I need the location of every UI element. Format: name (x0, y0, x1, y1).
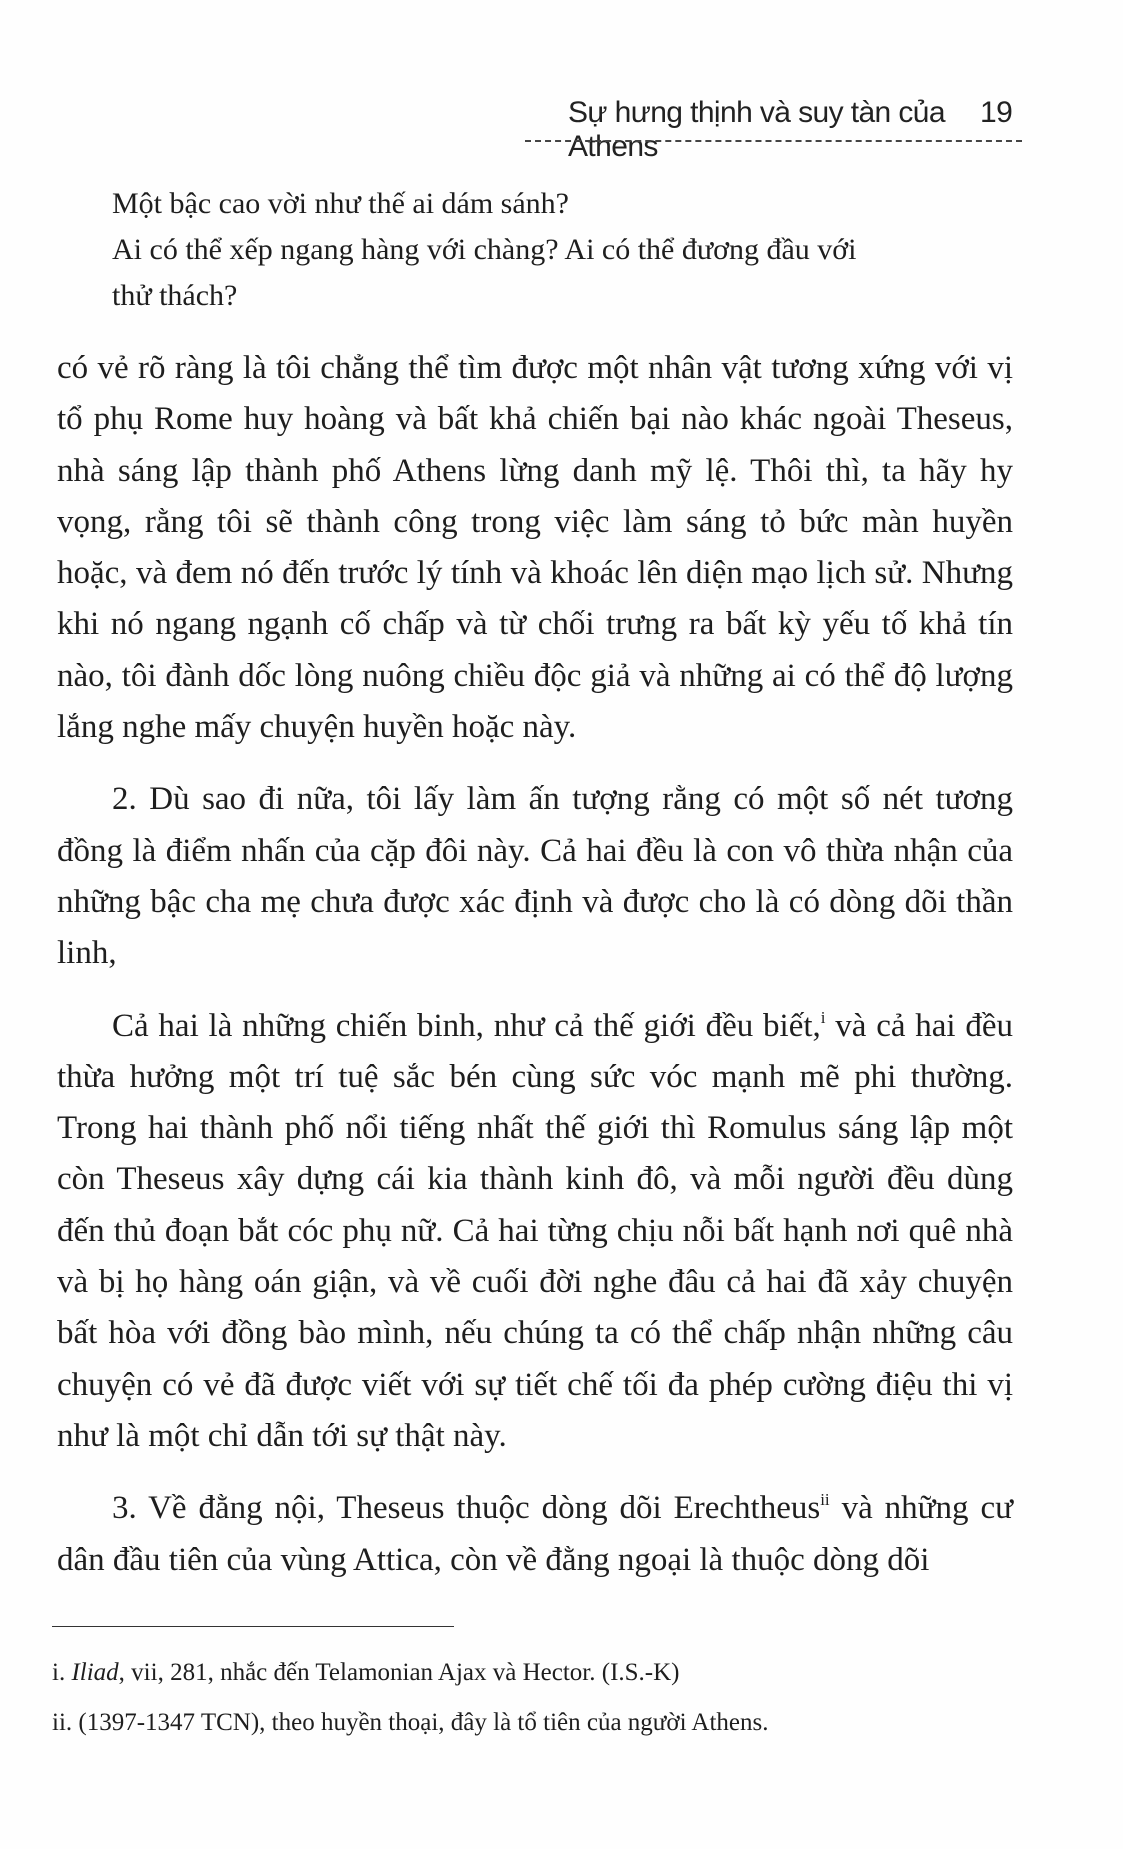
body-text (57, 343, 1013, 1586)
paragraph-2: 2. Dù sao đi nữa, tôi lấy làm ấn tượng rằng có một số nét tương đồng là điểm nhấn của cặp đôi này. Cả hai đều là con vô thừa nhận của những bậc cha mẹ chưa được xác định và được cho là có dòng dõi thần linh, (57, 781, 1013, 972)
footnote-1-marker: i. (52, 1659, 72, 1686)
verse-text-1: Một bậc cao vời như thế ai dám sánh? (112, 187, 569, 220)
footnote-2: ii. (1397-1347 TCN), theo huyền thoại, đây là tổ tiên của người Athens. (52, 1709, 769, 1736)
paragraph-1: có vẻ rõ ràng là tôi chẳng thể tìm được một nhân vật tương xứng với vị tổ phụ Rome huy hoàng và bất khả chiến bại nào khác ngoài Theseus, nhà sáng lập thành phố Athens lừng danh mỹ lệ. Thôi thì, ta hãy hy vọng, rằng tôi sẽ thành công trong việc làm sáng tỏ bức màn huyền hoặc, và đem nó đến trước lý tính và khoác lên diện mạo lịch sử. Nhưng khi nó ngang ngạnh cố chấp và từ chối trưng ra bất kỳ yếu tố khả tín nào, tôi đành dốc lòng nuông chiều độc giả và những ai có thể độ lượng lắng nghe mấy chuyện huyền hoặc này. (57, 350, 1013, 746)
verse-line-3 (112, 273, 1012, 319)
paragraph-4-lead: 3. Về đằng nội, Theseus thuộc dòng dõi Erechtheus (112, 1490, 821, 1527)
footnotes (52, 1648, 1012, 1748)
footnote-1 (52, 1648, 1012, 1698)
header-dashed-rule (525, 140, 1022, 142)
footnote-rule (52, 1626, 454, 1627)
footnote-1-work-title: Iliad (71, 1659, 119, 1686)
paragraph-3 (57, 1001, 1013, 1463)
paragraph-3-rest: và cả hai đều thừa hưởng một trí tuệ sắc bén cùng sức vóc mạnh mẽ phi thường. Trong hai thành phố nổi tiếng nhất thế giới thì Romulus sáng lập một còn Theseus xây dựng cái kia thành kinh đô, và mỗi người đều dùng đến thủ đoạn bắt cóc phụ nữ. Cả hai từng chịu nỗi bất hạnh nơi quê nhà và bị họ hàng oán giận, và về cuối đời nghe đâu cả hai đã xảy chuyện bất hòa với đồng bào mình, nếu chúng ta có thể chấp nhận những câu chuyện có vẻ đã được viết với sự tiết chế tối đa phép cường điệu thi vị như là một chỉ dẫn tới sự thật này. (57, 1007, 1014, 1454)
verse-line-2 (112, 227, 1012, 273)
footnote-ref-i: i (820, 1007, 826, 1027)
paragraph-3-lead: Cả hai là những chiến binh, như cả thế giới đều biết, (112, 1007, 821, 1044)
footnote-ref-ii: ii (820, 1490, 830, 1510)
page-number: 19 (980, 96, 1013, 129)
paragraph-4-rest: và những cư dân đầu tiên của vùng Attica, còn về đằng ngoại là thuộc dòng dõi (57, 1490, 1013, 1578)
footnote-1-text: , vii, 281, nhắc đến Telamonian Ajax và Hector. (I.S.-K) (118, 1659, 680, 1686)
verse-text-2: Ai có thể xếp ngang hàng với chàng? Ai có thể đương đầu với (112, 233, 857, 266)
running-head-title: Sự hưng thịnh và suy tàn của Athens (568, 96, 945, 163)
verse-line-1 (112, 181, 1012, 227)
running-head (500, 92, 1020, 163)
paragraph-4 (57, 1483, 1013, 1586)
verse-text-3: thử thách? (112, 279, 238, 312)
